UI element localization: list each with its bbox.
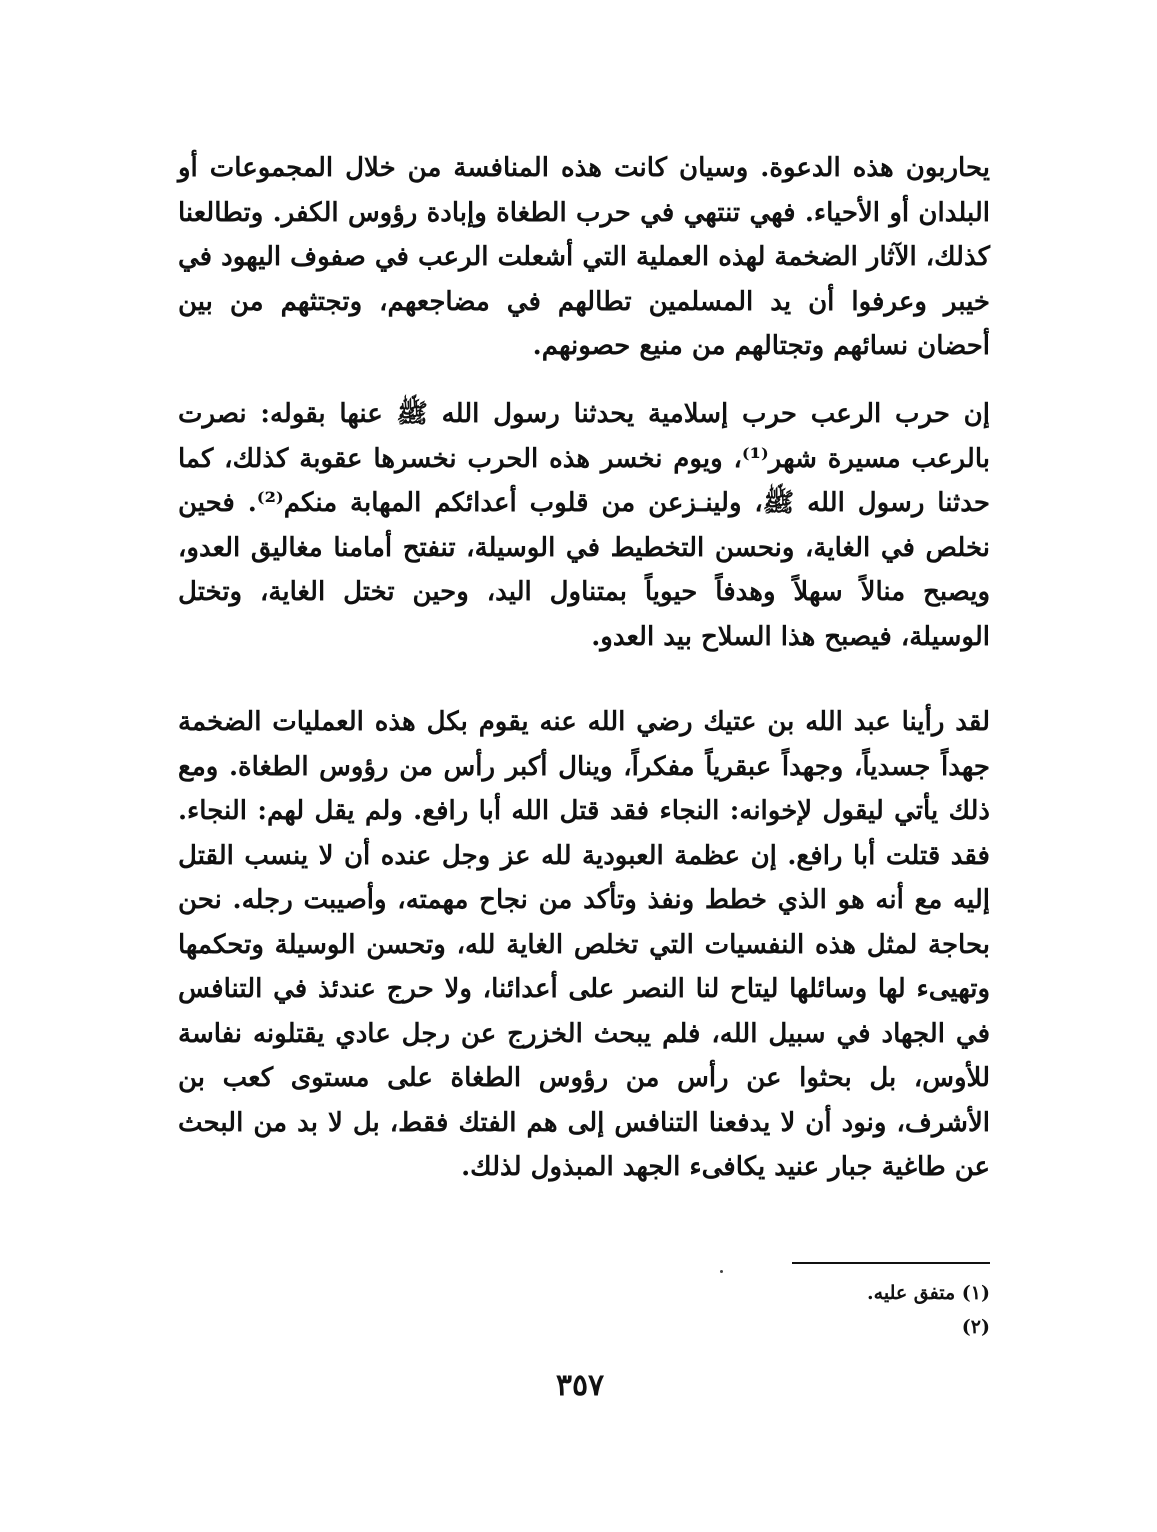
- body-paragraph-1: يحاربون هذه الدعوة. وسيان كانت هذه المنافسة من خلال المجموعات أو البلدان أو الأحياء. فهي تنتهي في حرب الطغاة وإبادة رؤوس الكفر. وتطالعنا كذلك، الآثار الضخمة لهذه العملية التي أشعلت الرعب في صفوف اليهود في خيبر وعرفوا أن يد المسلمين تطالهم في مضاجعهم، وتجتثهم من بين أحضان نسائهم وتجتالهم من منيع حصونهم.: [177, 153, 990, 361]
- body-paragraph-2: إن حرب الرعب حرب إسلامية يحدثنا رسول الله ﷺ عنها بقوله: نصرت بالرعب مسيرة شهر⁽¹⁾، ويوم نخسر هذه الحرب نخسرها عقوبة كذلك، كما حدثنا رسول الله ﷺ، ولينـزعن من قلوب أعدائكم المهابة منكم⁽²⁾. فحين نخلص في الغاية، ونحسن التخطيط في الوسيلة، تنفتح أمامنا مغاليق العدو، ويصبح منالاً سهلاً وهدفاً حيوياً بمتناول اليد، وحين تختل الغاية، وتختل الوسيلة، فيصبح هذا السلاح بيد العدو.: [178, 399, 991, 652]
- scan-speck: [720, 1270, 723, 1273]
- footnote-2: (٢): [961, 1316, 990, 1338]
- page-number: ٣٥٧: [555, 1368, 605, 1403]
- body-paragraph-3: لقد رأينا عبد الله بن عتيك رضي الله عنه يقوم بكل هذه العمليات الضخمة جهداً جسدياً، وجهداً عبقرياً مفكراً، وينال أكبر رأس من رؤوس الطغاة. ومع ذلك يأتي ليقول لإخوانه: النجاء فقد قتل الله أبا رافع. ولم يقل لهم: النجاء. فقد قتلت أبا رافع. إن عظمة العبودية لله عز وجل عنده أن لا ينسب القتل إليه مع أنه هو الذي خطط ونفذ وتأكد من نجاح مهمته، وأصيبت رجله. نحن بحاجة لمثل هذه النفسيات التي تخلص الغاية لله، وتحسن الوسيلة وتحكمها وتهيىء لها وسائلها ليتاح لنا النصر على أعدائنا، ولا حرج عندئذ في التنافس في الجهاد في سبيل الله، فلم يبحث الخزرج عن رجل عادي يقتلونه نفاسة للأوس، بل بحثوا عن رأس من رؤوس الطغاة على مستوى كعب بن الأشرف، ونود أن لا يدفعنا التنافس إلى هم الفتك فقط، بل لا بد من البحث عن طاغية جبار عنيد يكافىء الجهد المبذول لذلك.: [178, 707, 990, 1182]
- footnote-1: (١) متفق عليه.: [867, 1282, 990, 1304]
- footnote-separator: [792, 1262, 990, 1264]
- footnotes: [600, 1276, 990, 1344]
